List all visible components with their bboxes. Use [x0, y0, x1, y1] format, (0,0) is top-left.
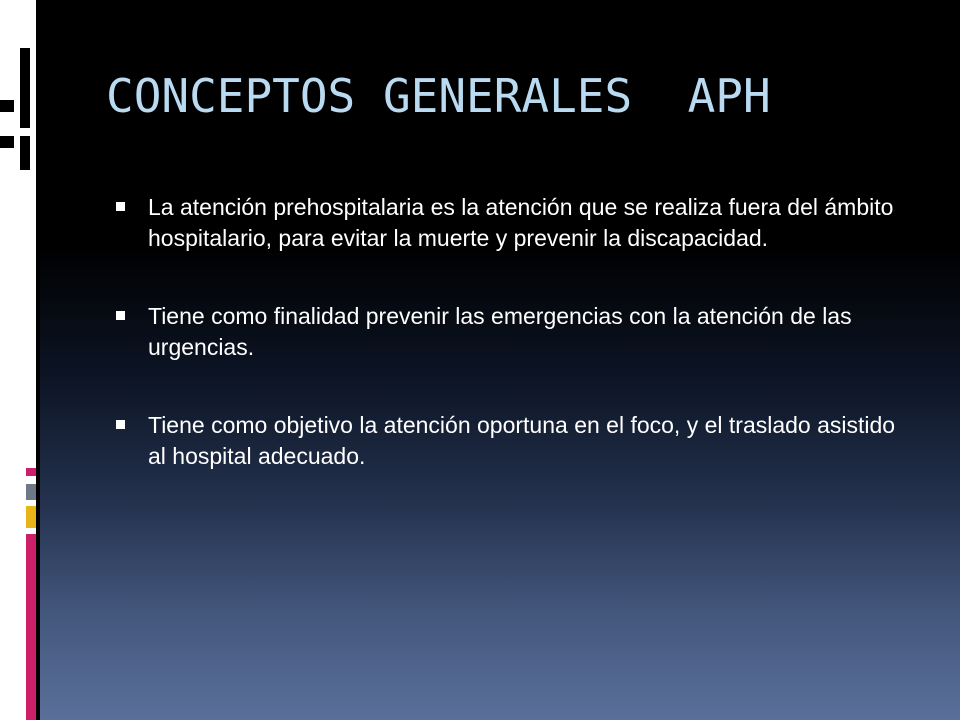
- bullet-list: [112, 192, 902, 519]
- decorative-block-pink-small: [26, 468, 36, 476]
- square-bullet-icon: [116, 420, 125, 429]
- bullet-item: [112, 192, 902, 254]
- bullet-text: Tiene como finalidad prevenir las emergencias con la atención de las urgencias.: [148, 303, 852, 360]
- decorative-square-top: [0, 136, 14, 148]
- bullet-text: La atención prehospitalaria es la atención que se realiza fuera del ámbito hospitalario, para evitar la muerte y prevenir la discapacidad.: [148, 194, 894, 251]
- square-bullet-icon: [116, 202, 125, 211]
- bullet-item: [112, 410, 902, 472]
- decorative-bar-pink: [26, 534, 36, 720]
- decorative-bar-top-small: [20, 136, 30, 170]
- decorative-block-gray: [26, 484, 36, 500]
- decorative-block-yellow: [26, 506, 36, 528]
- band-divider: [36, 0, 40, 720]
- square-bullet-icon: [116, 311, 125, 320]
- bullet-item: [112, 301, 902, 363]
- decorative-bar-top: [20, 48, 30, 128]
- bullet-text: Tiene como objetivo la atención oportuna en el foco, y el traslado asistido al hospital adecuado.: [148, 412, 896, 469]
- decorative-square-top-upper: [0, 100, 14, 112]
- slide-title: CONCEPTOS GENERALES APH: [106, 69, 771, 123]
